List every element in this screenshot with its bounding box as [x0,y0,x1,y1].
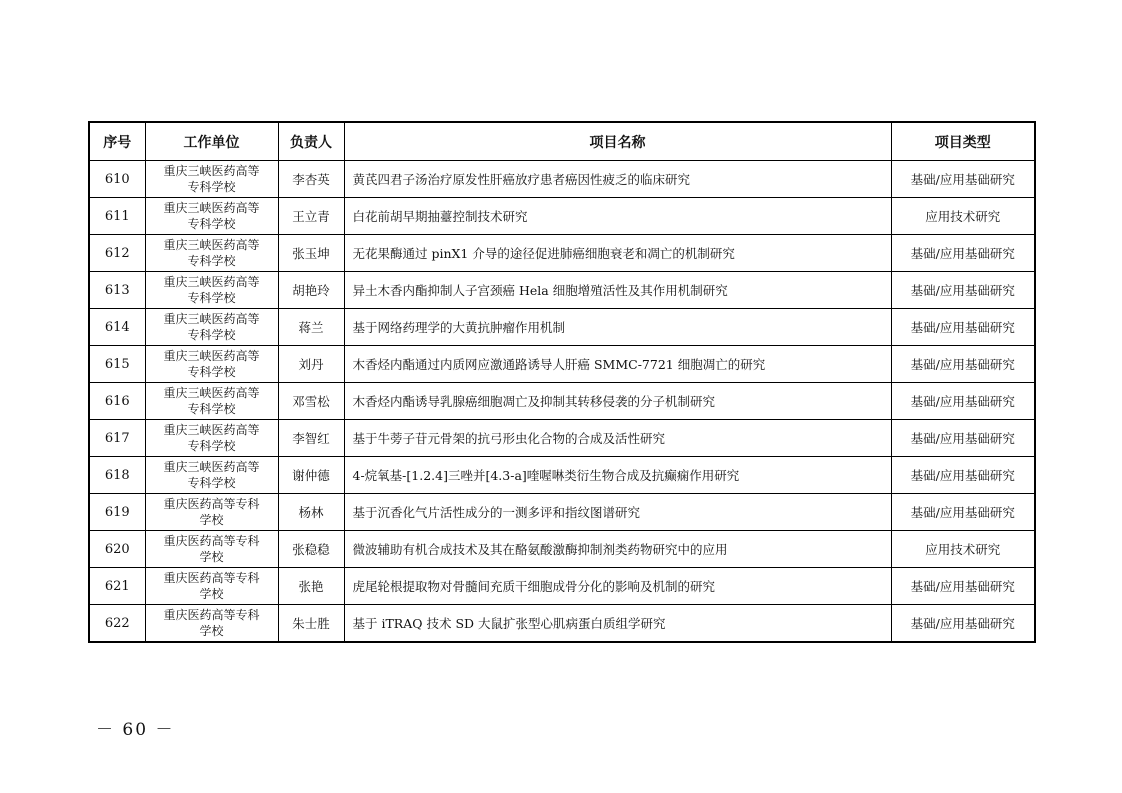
header-leader: 负责人 [278,122,344,161]
work-unit-line-2: 专科学校 [187,402,236,416]
cell-project-type: 基础/应用基础研究 [891,272,1035,309]
header-project-type: 项目类型 [891,122,1035,161]
work-unit-line-1: 重庆医药高等专科 [163,534,260,548]
cell-work-unit [145,272,278,309]
table-row [89,457,1035,494]
cell-work-unit [145,568,278,605]
cell-leader: 杨林 [278,494,344,531]
cell-leader: 李杏英 [278,161,344,198]
cell-project-name: 基于沉香化气片活性成分的一测多评和指纹图谱研究 [344,494,891,531]
table-row [89,531,1035,568]
cell-project-name: 白花前胡早期抽薹控制技术研究 [344,198,891,235]
work-unit-line-2: 学校 [199,587,224,601]
table-row [89,605,1035,643]
cell-project-type: 基础/应用基础研究 [891,494,1035,531]
cell-project-type: 应用技术研究 [891,198,1035,235]
cell-work-unit [145,346,278,383]
cell-work-unit [145,383,278,420]
cell-leader: 张稳稳 [278,531,344,568]
work-unit-line-2: 专科学校 [187,291,236,305]
work-unit-line-1: 重庆三峡医药高等 [163,386,260,400]
work-unit-line-2: 专科学校 [187,180,236,194]
work-unit-line-1: 重庆三峡医药高等 [163,423,260,437]
cell-leader: 朱士胜 [278,605,344,643]
work-unit-line-2: 专科学校 [187,254,236,268]
cell-project-type: 基础/应用基础研究 [891,383,1035,420]
work-unit-line-1: 重庆三峡医药高等 [163,460,260,474]
cell-leader: 张玉坤 [278,235,344,272]
table-row [89,494,1035,531]
cell-work-unit [145,531,278,568]
cell-serial-number: 616 [89,383,145,420]
cell-project-name: 黄芪四君子汤治疗原发性肝癌放疗患者癌因性疲乏的临床研究 [344,161,891,198]
work-unit-line-2: 专科学校 [187,217,236,231]
cell-leader: 蒋兰 [278,309,344,346]
work-unit-line-1: 重庆医药高等专科 [163,571,260,585]
cell-project-type: 基础/应用基础研究 [891,309,1035,346]
table-body [89,161,1035,643]
cell-work-unit [145,309,278,346]
cell-project-name: 虎尾轮根提取物对骨髓间充质干细胞成骨分化的影响及机制的研究 [344,568,891,605]
cell-leader: 张艳 [278,568,344,605]
work-unit-line-2: 专科学校 [187,439,236,453]
cell-serial-number: 619 [89,494,145,531]
table-row [89,272,1035,309]
cell-leader: 刘丹 [278,346,344,383]
work-unit-line-1: 重庆三峡医药高等 [163,201,260,215]
cell-serial-number: 620 [89,531,145,568]
cell-project-name: 异土木香内酯抑制人子宫颈癌 Hela 细胞增殖活性及其作用机制研究 [344,272,891,309]
table-row [89,420,1035,457]
work-unit-line-1: 重庆三峡医药高等 [163,312,260,326]
cell-project-name: 木香烃内酯诱导乳腺癌细胞凋亡及抑制其转移侵袭的分子机制研究 [344,383,891,420]
cell-work-unit [145,605,278,643]
cell-project-type: 基础/应用基础研究 [891,457,1035,494]
cell-serial-number: 615 [89,346,145,383]
cell-work-unit [145,235,278,272]
work-unit-line-1: 重庆三峡医药高等 [163,349,260,363]
work-unit-line-2: 专科学校 [187,365,236,379]
cell-leader: 胡艳玲 [278,272,344,309]
cell-serial-number: 621 [89,568,145,605]
cell-project-type: 基础/应用基础研究 [891,235,1035,272]
cell-project-name: 微波辅助有机合成技术及其在酪氨酸激酶抑制剂类药物研究中的应用 [344,531,891,568]
cell-leader: 李智红 [278,420,344,457]
work-unit-line-1: 重庆三峡医药高等 [163,238,260,252]
cell-project-type: 应用技术研究 [891,531,1035,568]
work-unit-line-1: 重庆医药高等专科 [163,497,260,511]
cell-serial-number: 611 [89,198,145,235]
work-unit-line-2: 专科学校 [187,328,236,342]
table-row [89,309,1035,346]
header-project-name: 项目名称 [344,122,891,161]
table-row [89,161,1035,198]
work-unit-line-2: 学校 [199,550,224,564]
table-row [89,346,1035,383]
header-work-unit: 工作单位 [145,122,278,161]
table-row [89,235,1035,272]
cell-serial-number: 612 [89,235,145,272]
cell-serial-number: 618 [89,457,145,494]
work-unit-line-2: 专科学校 [187,476,236,490]
cell-work-unit [145,494,278,531]
work-unit-line-1: 重庆三峡医药高等 [163,164,260,178]
table-row [89,568,1035,605]
work-unit-line-2: 学校 [199,624,224,638]
cell-work-unit [145,457,278,494]
cell-project-type: 基础/应用基础研究 [891,420,1035,457]
cell-serial-number: 610 [89,161,145,198]
table-row [89,383,1035,420]
cell-project-name: 基于 iTRAQ 技术 SD 大鼠扩张型心肌病蛋白质组学研究 [344,605,891,643]
cell-project-type: 基础/应用基础研究 [891,568,1035,605]
cell-project-type: 基础/应用基础研究 [891,605,1035,643]
project-table [88,121,1036,643]
cell-leader: 邓雪松 [278,383,344,420]
header-serial-number: 序号 [89,122,145,161]
cell-project-type: 基础/应用基础研究 [891,161,1035,198]
cell-project-name: 4-烷氧基-[1.2.4]三唑并[4.3-a]喹喔啉类衍生物合成及抗癫痫作用研究 [344,457,891,494]
cell-leader: 谢仲德 [278,457,344,494]
table-header-row [89,122,1035,161]
project-table-container [88,121,1034,643]
cell-project-name: 无花果酶通过 pinX1 介导的途径促进肺癌细胞衰老和凋亡的机制研究 [344,235,891,272]
cell-work-unit [145,420,278,457]
cell-work-unit [145,161,278,198]
cell-project-name: 基于网络药理学的大黄抗肿瘤作用机制 [344,309,891,346]
cell-project-name: 木香烃内酯通过内质网应激通路诱导人肝癌 SMMC-7721 细胞凋亡的研究 [344,346,891,383]
cell-serial-number: 617 [89,420,145,457]
work-unit-line-2: 学校 [199,513,224,527]
work-unit-line-1: 重庆三峡医药高等 [163,275,260,289]
table-row [89,198,1035,235]
cell-serial-number: 622 [89,605,145,643]
cell-serial-number: 614 [89,309,145,346]
work-unit-line-1: 重庆医药高等专科 [163,608,260,622]
cell-serial-number: 613 [89,272,145,309]
cell-project-type: 基础/应用基础研究 [891,346,1035,383]
cell-leader: 王立青 [278,198,344,235]
page-number: － 60 － [96,720,175,740]
cell-work-unit [145,198,278,235]
cell-project-name: 基于牛蒡子苷元骨架的抗弓形虫化合物的合成及活性研究 [344,420,891,457]
